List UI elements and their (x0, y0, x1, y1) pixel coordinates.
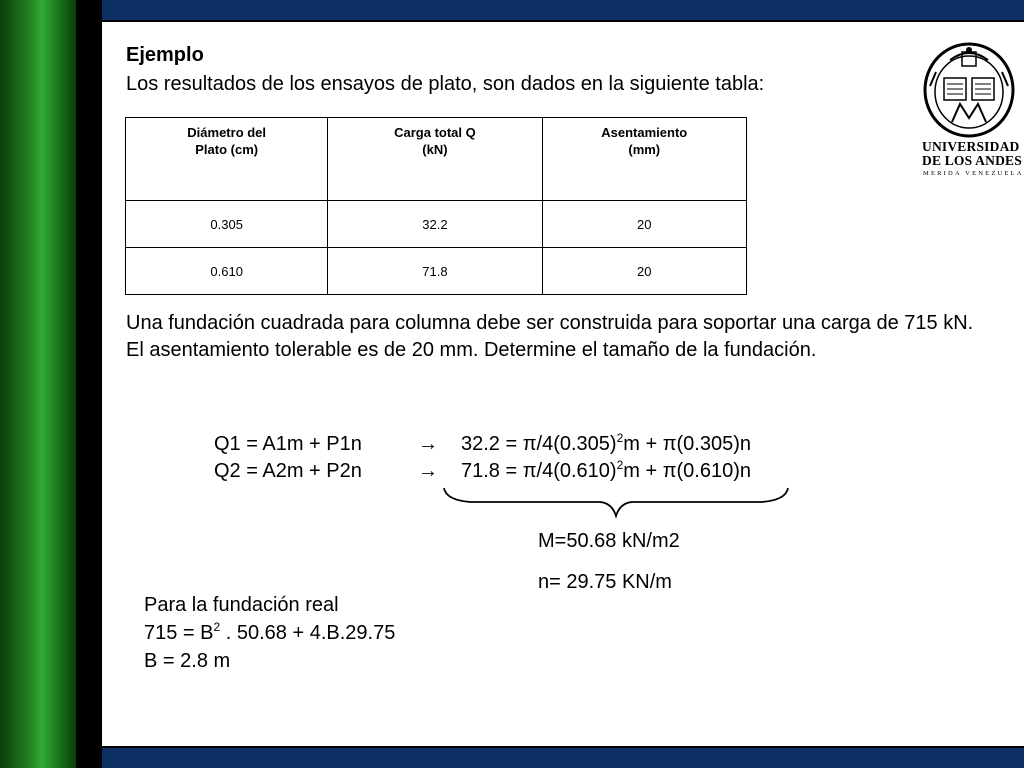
result-m: M=50.68 kN/m2 (538, 530, 680, 552)
left-green-stripe (0, 0, 76, 768)
equation-part: 32.2 = π/4(0.305) (461, 433, 617, 455)
intro-text: Los resultados de los ensayos de plato, son dados en la siguiente tabla: (126, 73, 765, 95)
exponent: 2 (213, 620, 221, 634)
header-line: (kN) (422, 142, 448, 157)
problem-statement: Una fundación cuadrada para columna debe ser construida para soportar una carga de 715 kN. El asentamiento tolerable es de 20 mm. Determine el tamaño de la fundación. (126, 312, 974, 361)
solution-result: B = 2.8 m (144, 650, 231, 672)
solution-heading: Para la fundación real (144, 594, 339, 616)
equation-1-left: Q1 = A1m + P1n (214, 433, 362, 455)
header-line: Plato (cm) (195, 142, 259, 157)
equation-part: m + π(0.305)n (623, 433, 752, 455)
table-header-row (126, 118, 747, 201)
table-header-cell (126, 118, 328, 201)
equation-2-right (461, 460, 751, 483)
table-cell: 20 (542, 248, 746, 295)
table-cell: 0.610 (126, 248, 328, 295)
plate-test-table (125, 117, 747, 295)
table-header-cell (328, 118, 542, 201)
university-name-line: DE LOS ANDES (922, 153, 1022, 168)
equation-1-right (461, 433, 751, 456)
table-row (126, 248, 747, 295)
table-row (126, 201, 747, 248)
exponent: 2 (616, 458, 624, 472)
university-location: MERIDA VENEZUELA (923, 170, 1024, 177)
university-name-line: UNIVERSIDAD (922, 139, 1020, 154)
university-name (922, 140, 1022, 168)
equation-2-left: Q2 = A2m + P2n (214, 460, 362, 482)
header-line: Carga total Q (394, 125, 476, 140)
table-cell: 20 (542, 201, 746, 248)
equation-part: 715 = B (144, 622, 214, 644)
header-line: Diámetro del (187, 125, 267, 140)
slide-title: Ejemplo (126, 44, 204, 66)
table-cell: 0.305 (126, 201, 328, 248)
arrow-icon: → (418, 433, 438, 455)
equation-part: . 50.68 + 4.B.29.75 (220, 622, 396, 644)
equation-part: 71.8 = π/4(0.610) (461, 460, 617, 482)
header-line: Asentamiento (601, 125, 688, 140)
university-seal-icon (922, 42, 1016, 138)
solution-equation (144, 622, 395, 645)
top-bar (102, 0, 1024, 22)
exponent: 2 (616, 431, 624, 445)
equation-part: m + π(0.610)n (623, 460, 752, 482)
curly-brace-icon (440, 486, 792, 526)
bottom-bar (102, 746, 1024, 768)
table-cell: 32.2 (328, 201, 542, 248)
table-cell: 71.8 (328, 248, 542, 295)
result-n: n= 29.75 KN/m (538, 571, 672, 593)
table-header-cell (542, 118, 746, 201)
arrow-icon: → (418, 460, 438, 482)
header-line: (mm) (628, 142, 661, 157)
